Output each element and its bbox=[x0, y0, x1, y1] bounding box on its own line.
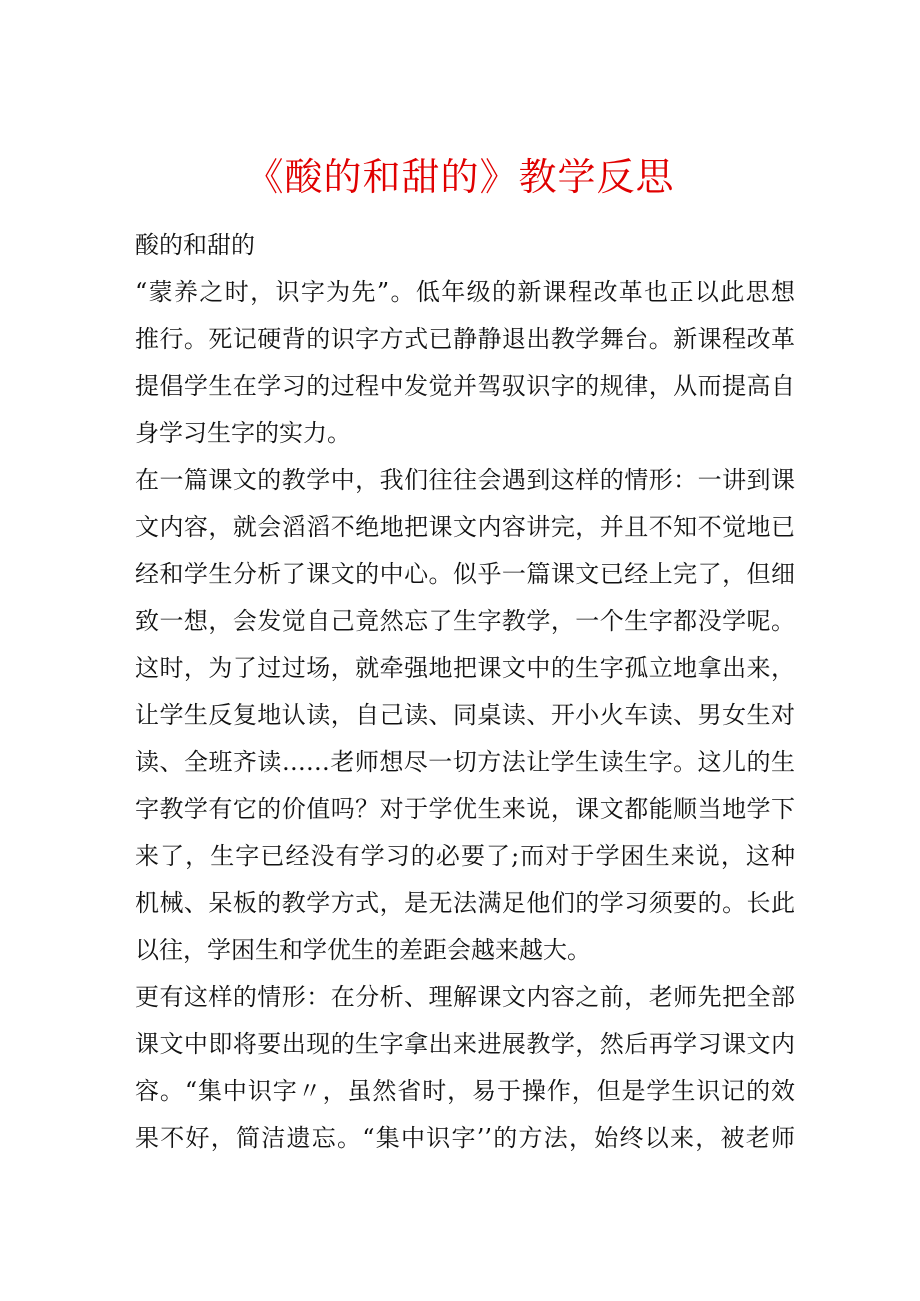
text-line: 酸的和甜的 bbox=[135, 231, 255, 259]
text-line: 在一篇课文的教学中，我们往往会遇到这样的情形：一讲到课 bbox=[135, 466, 795, 494]
text-line: 容。“集中识字〃，虽然省时，易于操作，但是学生识记的效 bbox=[135, 1077, 795, 1105]
text-line: “蒙养之时，识字为先”。低年级的新课程改革也正以此思想 bbox=[135, 278, 795, 306]
text-line: 读、全班齐读……老师想尽一切方法让学生读生字。这儿的生 bbox=[135, 748, 795, 776]
text-line: 课文中即将要出现的生字拿出来进展教学，然后再学习课文内 bbox=[135, 1030, 795, 1058]
text-line: 以往，学困生和学优生的差距会越来越大。 bbox=[135, 936, 591, 964]
document-title: 《酸的和甜的》教学反思 bbox=[245, 155, 675, 199]
text-line: 来了，生字已经没有学习的必要了;而对于学困生来说，这种 bbox=[135, 842, 795, 870]
text-line: 字教学有它的价值吗？对于学优生来说，课文都能顺当地学下 bbox=[135, 795, 795, 823]
text-line: 提倡学生在学习的过程中发觉并驾驭识字的规律，从而提高自 bbox=[135, 372, 795, 400]
text-line: 经和学生分析了课文的中心。似乎一篇课文已经上完了，但细 bbox=[135, 560, 795, 588]
text-line: 身学习生字的实力。 bbox=[135, 419, 351, 447]
text-line: 推行。死记硬背的识字方式已静静退出教学舞台。新课程改革 bbox=[135, 325, 795, 353]
text-line: 这时，为了过过场，就牵强地把课文中的生字孤立地拿出来， bbox=[135, 654, 795, 682]
text-line: 让学生反复地认读，自己读、同桌读、开小火车读、男女生对 bbox=[135, 701, 795, 729]
text-line: 致一想，会发觉自己竟然忘了生字教学，一个生字都没学呢。 bbox=[135, 607, 795, 635]
text-line: 文内容，就会滔滔不绝地把课文内容讲完，并且不知不觉地已 bbox=[135, 513, 795, 541]
text-line: 机械、呆板的教学方式，是无法满足他们的学习须要的。长此 bbox=[135, 889, 795, 917]
document-body bbox=[135, 222, 795, 1162]
text-line: 更有这样的情形：在分析、理解课文内容之前，老师先把全部 bbox=[135, 983, 795, 1011]
text-line: 果不好，简洁遗忘。“集中识字’’的方法，始终以来，被老师 bbox=[135, 1124, 795, 1152]
